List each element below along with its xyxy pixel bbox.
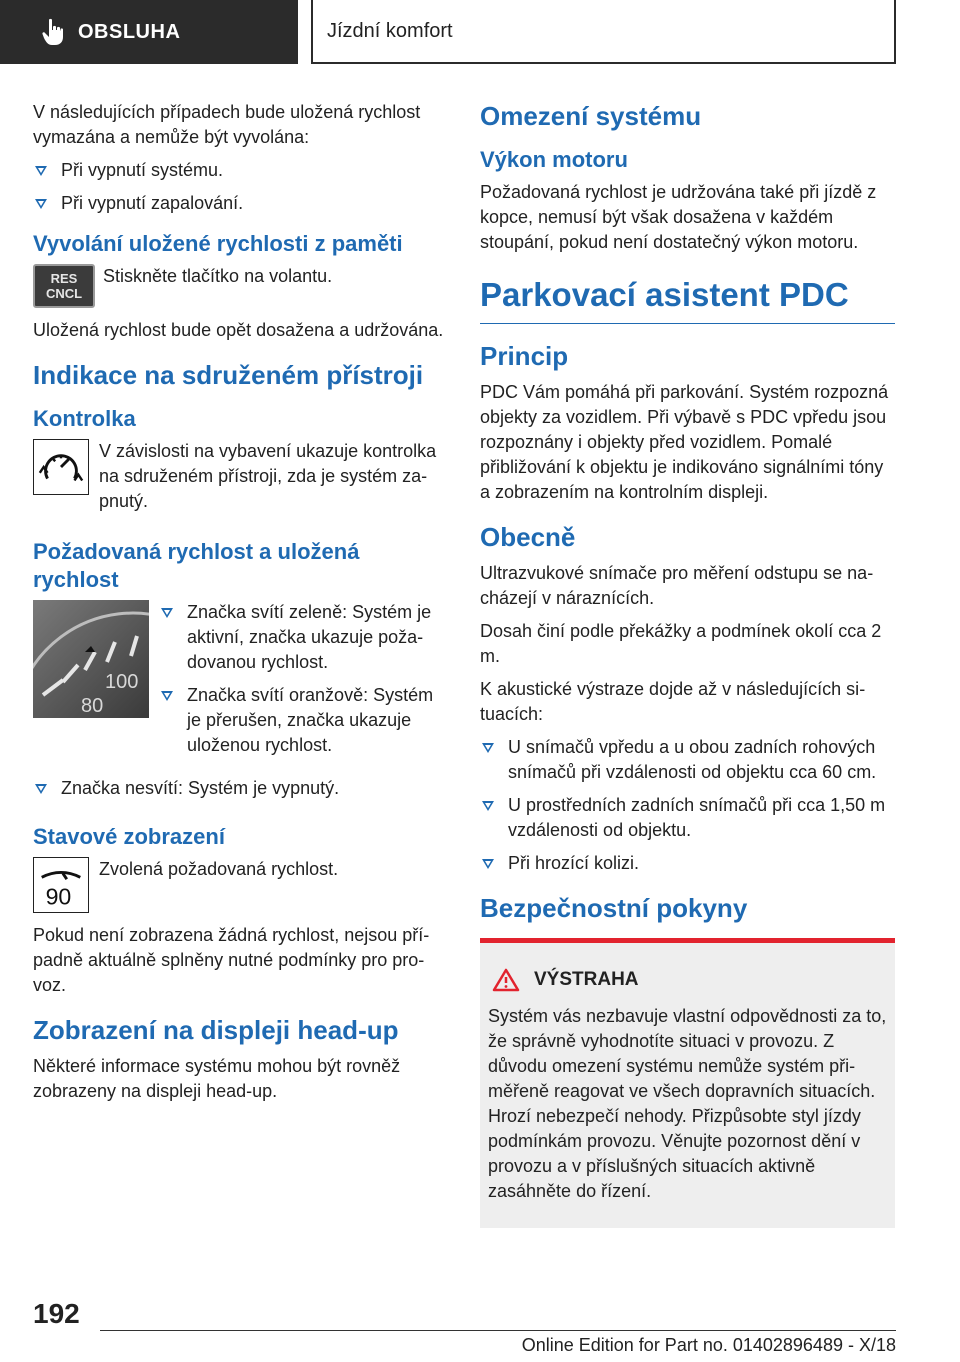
chapter-tab	[311, 0, 896, 64]
bullet-triangle-icon	[482, 801, 494, 811]
general-paragraph-3: K akustické výstraze dojde až v následujících situacích:	[480, 679, 866, 724]
list-item	[480, 851, 895, 876]
hud-heading: Zobrazení na displeji head-up	[33, 1015, 399, 1045]
list-item-text: Značka svítí oranžově: Systém je přerušen, značka ukazuje uloženou rychlost.	[187, 685, 434, 755]
bullet-triangle-icon	[161, 608, 173, 618]
gauge-label-100: 100	[105, 671, 139, 693]
list-item	[33, 158, 448, 183]
list-item	[159, 600, 448, 675]
right-column	[480, 100, 895, 1228]
status-text: Zvolená požadovaná rychlost.	[99, 859, 339, 879]
indicator-text: V závislosti na vybavení ukazuje kontrolka na sdruženém přístroji, zda je systém zapnutý.	[99, 441, 437, 511]
warning-text: Systém vás nezbavuje vlastní odpovědnosti za to, že správně vyhodnotíte situaci v provozu. Z důvodu omezení systému nemůže systém přiměřeně reagovat ve všech dopravních situacích. Hrozí nebezpečí nehody. Přizpůsobte styl jízdy podmínkám provozu. Věnujte pozornost dění v provozu a v příslušných situacích aktivně zasáhněte do řízení.	[488, 1006, 887, 1201]
warning-title: VÝSTRAHA	[534, 969, 639, 990]
res-cncl-button-icon	[33, 264, 95, 308]
list-item-text: U prostředních zadních snímačů při cca 1,50 m vzdálenosti od objektu.	[508, 795, 886, 840]
desired-speed-row	[33, 600, 448, 766]
recall-result: Uložená rychlost bude opět dosažena a udržována.	[33, 320, 444, 340]
list-item	[159, 683, 448, 758]
list-item-text: Při vypnutí systému.	[61, 160, 224, 180]
warning-box	[480, 938, 895, 1228]
status-row	[33, 857, 448, 913]
list-item	[480, 735, 895, 785]
principle-heading: Princip	[480, 341, 569, 371]
bullet-triangle-icon	[35, 199, 47, 209]
bullet-triangle-icon	[35, 784, 47, 794]
general-paragraph-2: Dosah činí podle překážky a podmínek okolí cca 2 m.	[480, 621, 882, 666]
status-note: Pokud není zobrazena žádná rychlost, nejsou případně aktuálně splněny nutné podmínky pro provoz.	[33, 925, 430, 995]
list-item-text: Při hrozící kolizi.	[508, 853, 640, 873]
principle-text: PDC Vám pomáhá při parkování. Systém rozpozná objekty za vozidlem. Při výbavě s PDC vpředu jsou rozpoznány i objekty před vozidlem. Pomalé přibližování k objektu je indikováno signálními tóny a zobrazením na kontrolním displeji.	[480, 382, 889, 502]
chapter-label: Jízdní komfort	[327, 19, 453, 42]
bullet-triangle-icon	[35, 166, 47, 176]
intro-paragraph: V následujících případech bude uložená rychlost vymazána a nemůže být vyvolána:	[33, 102, 421, 147]
general-paragraph-1: Ultrazvukové snímače pro měření odstupu se nacházejí v náraznících.	[480, 563, 874, 608]
list-item	[480, 793, 895, 843]
speedometer-gauge-image	[33, 600, 149, 718]
recall-heading: Vyvolání uložené rychlosti z paměti	[33, 231, 403, 256]
bullet-triangle-icon	[161, 691, 173, 701]
left-column	[33, 100, 448, 1112]
engine-text: Požadovaná rychlost je udržována také při jízdě z kopce, nemusí být však dosažena v každém stoupání, pokud není dostatečný výkon motoru.	[480, 182, 877, 252]
edition-text: Online Edition for Part no. 01402896489 - X/18	[521, 1335, 896, 1355]
warning-title-row	[488, 967, 887, 992]
page-number: 192	[33, 1298, 80, 1329]
limits-heading: Omezení systému	[480, 101, 702, 131]
bullet-triangle-icon	[482, 859, 494, 869]
bullet-triangle-icon	[482, 743, 494, 753]
indicator-heading: Kontrolka	[33, 406, 136, 431]
pdc-heading: Parkovací asistent PDC	[480, 275, 895, 324]
engine-heading: Výkon motoru	[480, 147, 628, 172]
gauge-label-80: 80	[81, 695, 104, 717]
footer-divider	[100, 1330, 896, 1331]
list-item-text: U snímačů vpředu a u obou zadních rohových snímačů při vzdálenosti od objektu cca 60 cm.	[508, 737, 877, 782]
list-item	[33, 191, 448, 216]
cruise-control-indicator-icon	[33, 439, 89, 495]
safety-heading: Bezpečnostní pokyny	[480, 893, 748, 923]
status-heading: Stavové zobrazení	[33, 824, 225, 849]
list-item-text: Značka nesvítí: Systém je vypnutý.	[61, 778, 340, 798]
speed-display-icon	[33, 857, 89, 913]
general-heading: Obecně	[480, 522, 576, 552]
section-label: OBSLUHA	[78, 20, 181, 43]
display-heading: Indikace na sdruženém přístroji	[33, 360, 424, 390]
desired-speed-list	[159, 600, 448, 766]
section-tab	[0, 0, 298, 64]
speed-display-value: 90	[45, 883, 72, 910]
indicator-row	[33, 439, 448, 514]
hud-text: Některé informace systému mohou být rovněž zobrazeny na displeji head-up.	[33, 1056, 401, 1101]
list-item-text: Značka svítí zeleně: Systém je aktivní, značka ukazuje požadovanou rychlost.	[187, 602, 432, 672]
res-cncl-label: RES CNCL	[45, 271, 83, 301]
warning-triangle-icon	[492, 968, 520, 992]
desired-speed-heading: Požadovaná rychlost a uložená rychlost	[33, 539, 360, 592]
list-item	[33, 776, 448, 801]
recall-row	[33, 264, 448, 308]
recall-text: Stiskněte tlačítko na volantu.	[103, 266, 333, 286]
hand-pointer-icon	[42, 18, 64, 46]
list-item-text: Při vypnutí zapalování.	[61, 193, 244, 213]
